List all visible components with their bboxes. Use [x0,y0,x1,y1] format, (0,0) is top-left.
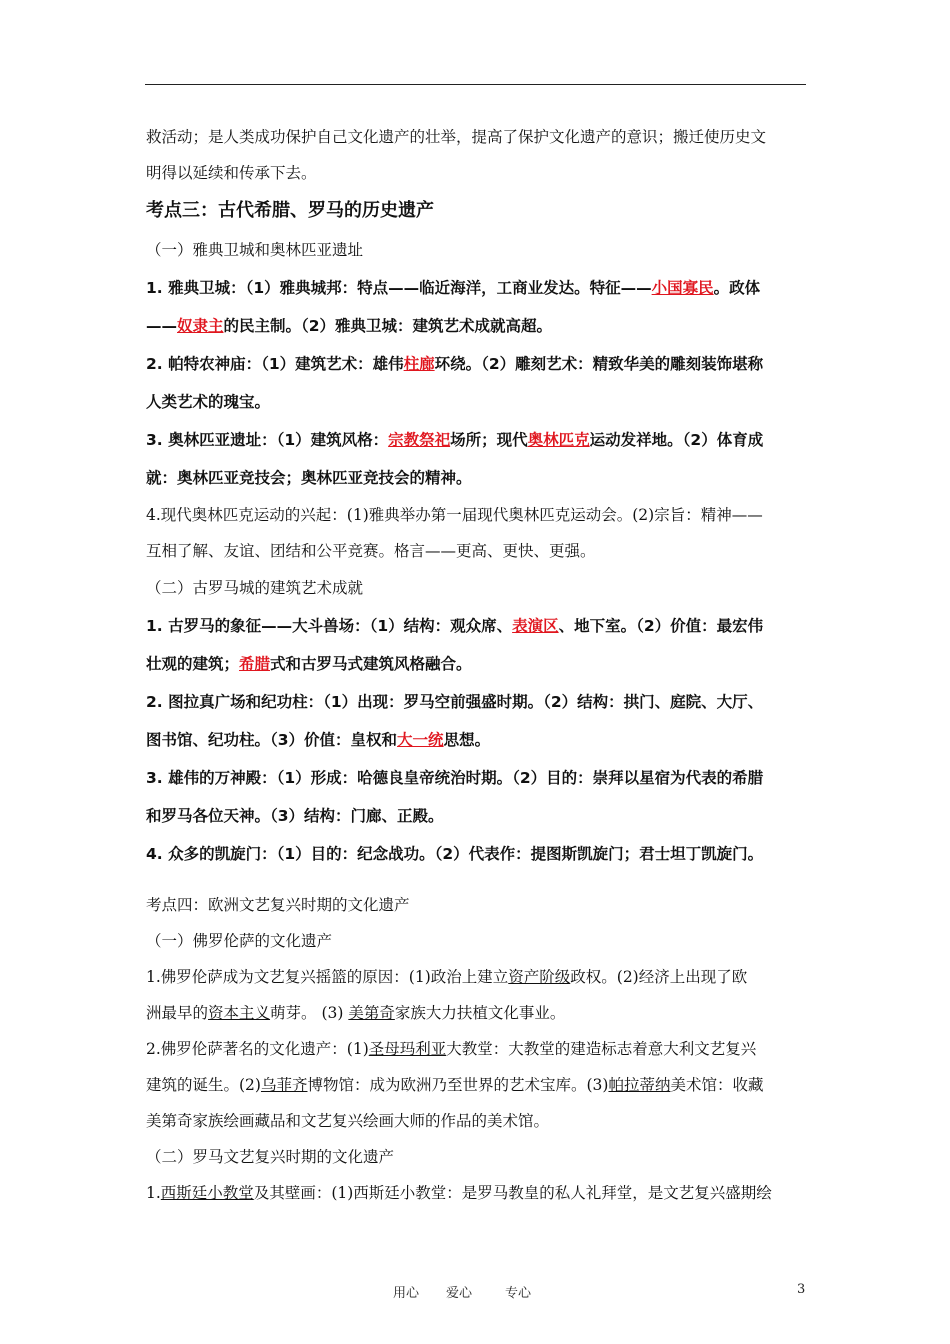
text-line [146,155,810,191]
text-run: 萌芽。 (3) [270,1004,349,1022]
key-term-red: 表演区 [512,617,559,635]
key-term-red: 希腊 [239,655,271,673]
text-line [146,307,810,345]
text-line [146,497,810,533]
text-line [146,759,810,797]
text-run: 考点三：古代希腊、罗马的历史遗产 [146,200,434,221]
section-heading [146,191,810,231]
text-line [146,533,810,569]
text-run: 4.现代奥林匹克运动的兴起：(1)雅典举办第一届现代奥林匹克运动会。(2)宗旨：精神—— [146,506,763,524]
section-gap [146,873,810,887]
text-run: 就：奥林匹亚竞技会；奥林匹亚竞技会的精神。 [146,469,472,487]
text-run: 图书馆、纪功柱。（3）价值：皇权和 [146,731,398,749]
key-term-underlined: 帕拉蒂纳 [608,1076,671,1094]
text-line [146,721,810,759]
text-line [146,645,810,683]
text-line [146,1031,810,1067]
text-line [146,797,810,835]
text-run: 。政体 [713,279,761,297]
text-run: 及其壁画：(1)西斯廷小教堂：是罗马教皇的私人礼拜堂，是文艺复兴盛期绘 [253,1184,772,1202]
text-run: 1. 古罗马的象征——大斗兽场：（1）结构：观众席、 [146,617,513,635]
key-term-underlined: 乌菲齐 [260,1076,308,1094]
text-run: 美第奇家族绘画藏品和文艺复兴绘画大师的作品的美术馆。 [146,1112,550,1130]
text-run: 3. 雄伟的万神殿：（1）形成：哈德良皇帝统治时期。（2）目的：崇拜以星宿为代表的希腊 [146,769,764,787]
key-term-underlined: 美第奇 [348,1004,395,1022]
text-run: 壮观的建筑； [146,655,240,673]
footer-motto-3: 专心 [505,1286,532,1301]
text-run: 场所；现代 [450,431,528,449]
key-term-red: 大一统 [397,731,444,749]
text-line [146,459,810,497]
text-line [146,607,810,645]
text-run: （一）佛罗伦萨的文化遗产 [146,932,333,950]
text-run: 2.佛罗伦萨著名的文化遗产：(1) [146,1040,369,1058]
text-run: —— [146,317,177,335]
page-number: 3 [797,1282,806,1297]
text-run: （二）古罗马城的建筑艺术成就 [146,579,364,597]
header-rule [145,84,806,85]
footer-motto-2: 爱心 [446,1286,473,1301]
text-run: 考点四：欧洲文艺复兴时期的文化遗产 [146,896,410,914]
text-line [146,887,810,923]
text-line [146,231,810,269]
text-run: 大教堂：大教堂的建造标志着意大利文艺复兴 [446,1040,757,1058]
text-line [146,383,810,421]
text-line [146,995,810,1031]
key-term-red: 柱廊 [403,355,435,373]
key-term-underlined: 西斯廷小教堂 [160,1184,254,1202]
key-term-red: 小国寡民 [651,279,714,297]
text-run: 4. 众多的凯旋门：（1）目的：纪念战功。（2）代表作：提图斯凯旋门；君士坦丁凯旋门。 [146,845,764,863]
text-run: 人类艺术的瑰宝。 [146,393,271,411]
text-line [146,421,810,459]
text-run: 3. 奥林匹亚遗址：（1）建筑风格： [146,431,389,449]
footer-motto-1: 用心 [393,1286,420,1301]
text-run: 互相了解、友谊、团结和公平竞赛。格言——更高、更快、更强。 [146,542,596,560]
text-line [146,569,810,607]
key-term-underlined: 资产阶级 [508,968,571,986]
key-term-red: 宗教祭祀 [388,431,451,449]
text-run: 政权。(2)经济上出现了欧 [570,968,748,986]
text-run: 运动发祥地。（2）体育成 [589,431,764,449]
text-line [146,1175,810,1211]
text-run: 明得以延续和传承下去。 [146,164,317,182]
key-term-underlined: 资本主义 [208,1004,271,1022]
text-run: 环绕。（2）雕刻艺术：精致华美的雕刻装饰堪称 [434,355,764,373]
text-run: 的民主制。（2）雅典卫城：建筑艺术成就高超。 [223,317,553,335]
key-term-underlined: 圣母玛利亚 [368,1040,447,1058]
text-line [146,683,810,721]
text-run: （二）罗马文艺复兴时期的文化遗产 [146,1148,395,1166]
text-run: 建筑的诞生。(2) [146,1076,261,1094]
key-term-red: 奴隶主 [177,317,224,335]
text-line [146,119,810,155]
text-line [146,1103,810,1139]
text-line [146,959,810,995]
key-term-red: 奥林匹克 [527,431,590,449]
text-line [146,269,810,307]
text-line [146,1067,810,1103]
text-run: 式和古罗马式建筑风格融合。 [270,655,472,673]
text-run: 和罗马各位天神。（3）结构：门廊、正殿。 [146,807,444,825]
text-run: 家族大力扶植文化事业。 [394,1004,566,1022]
text-run: 1. [146,1184,161,1202]
text-run: 1.佛罗伦萨成为文艺复兴摇篮的原因：(1)政治上建立 [146,968,509,986]
text-run: 、地下室。（2）价值：最宏伟 [558,617,764,635]
text-line [146,835,810,873]
text-run: 2. 图拉真广场和纪功柱：（1）出现：罗马空前强盛时期。（2）结构：拱门、庭院、大厅、 [146,693,764,711]
text-run: 思想。 [443,731,491,749]
text-line [146,923,810,959]
text-run: （一）雅典卫城和奥林匹亚遗址 [146,241,364,259]
text-run: 救活动；是人类成功保护自己文化遗产的壮举，提高了保护文化遗产的意识；搬迁使历史文 [146,128,767,146]
text-run: 洲最早的 [146,1004,209,1022]
document-body [146,119,810,1211]
text-run: 1. 雅典卫城：（1）雅典城邦：特点——临近海洋，工商业发达。特征—— [146,279,652,297]
text-line [146,1139,810,1175]
text-run: 2. 帕特农神庙：（1）建筑艺术：雄伟 [146,355,404,373]
text-line [146,345,810,383]
text-run: 博物馆：成为欧洲乃至世界的艺术宝库。(3) [307,1076,609,1094]
text-run: 美术馆：收藏 [670,1076,764,1094]
